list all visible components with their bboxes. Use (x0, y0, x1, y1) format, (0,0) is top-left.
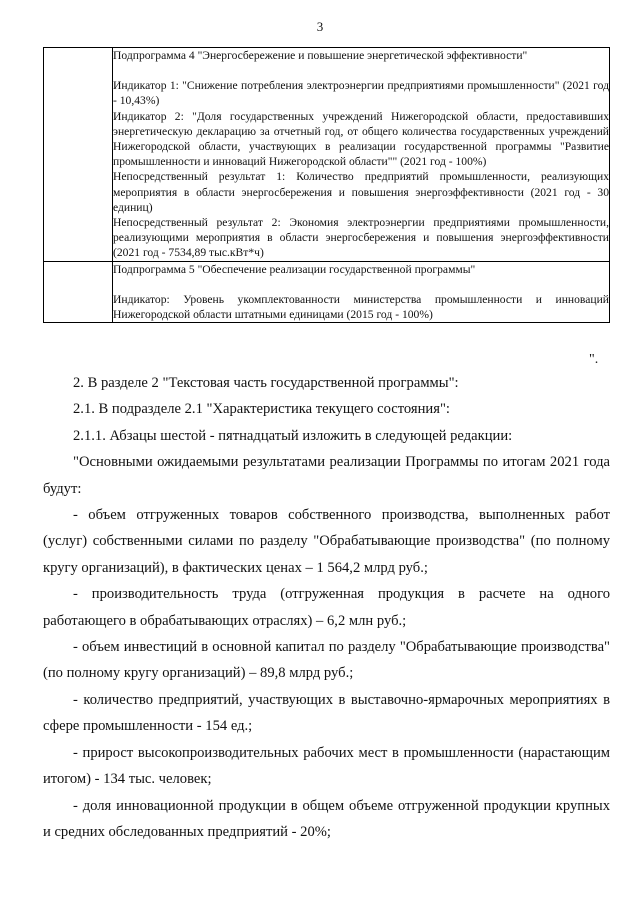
program-table (43, 47, 610, 323)
subprogram-5-title: Подпрограмма 5 "Обеспечение реализации государственной программы" (113, 262, 476, 276)
subprogram-5-cell (113, 261, 610, 323)
list-item: - доля инновационной продукции в общем объеме отгруженной продукции крупных и средних обследованных предприятий - 20%; (43, 797, 610, 840)
subprogram-4-title: Подпрограмма 4 "Энергосбережение и повышение энергетической эффективности" (113, 49, 528, 62)
paragraph-results-intro: "Основными ожидаемыми результатами реализации Программы по итогам 2021 года будут: (43, 454, 610, 497)
list-item: - объем инвестиций в основной капитал по разделу "Обрабатывающие производства" (по полному кругу организаций) – 89,8 млрд руб.; (43, 639, 610, 682)
page-number: 3 (316, 19, 324, 34)
direct-result-1: Непосредственный результат 1: Количество предприятий промышленности, реализующих мероприятия в области энергосбережения и повышения энергоэффективности (2021 год - 30 единиц) (113, 170, 609, 214)
paragraph-2-1-1: 2.1.1. Абзацы шестой - пятнадцатый изложить в следующей редакции: (73, 427, 513, 444)
closing-quote: ". (589, 352, 599, 367)
indicator-2: Индикатор 2: "Доля государственных учреждений Нижегородской области, предоставивших энергетическую декларацию за отчетный год, от общего количества государственных учреждений Нижегородской области, участвующих в реализации государственной программы "Развитие промышленности и инноваций Нижегородской области"" (2021 год - 100%) (113, 109, 609, 169)
list-item: - производительность труда (отгруженная продукция в расчете на одного работающего в обрабатывающих отраслях) – 6,2 млн руб.; (43, 586, 610, 629)
list-item: - прирост высокопроизводительных рабочих мест в промышленности (нарастающим итогом) - 134 тыс. человек; (43, 744, 610, 788)
indicator-1: Индикатор 1: "Снижение потребления электроэнергии предприятиями промышленности" (2021 год - 10,43%) (113, 79, 609, 108)
direct-result-2: Непосредственный результат 2: Экономия электроэнергии предприятиями промышленности, реализующими мероприятия в области энергосбережения и повышения энергоэффективности (2021 год - 7534,89 тыс.кВт*ч) (113, 216, 609, 260)
table-row-subprogram-4 (44, 48, 610, 262)
table-left-cell (44, 261, 113, 323)
paragraph-section-2: 2. В разделе 2 "Текстовая часть государственной программы": (73, 375, 459, 391)
document-body (43, 370, 610, 845)
table-left-cell (44, 48, 113, 262)
paragraph-subsection-2-1: 2.1. В подразделе 2.1 "Характеристика текущего состояния": (73, 401, 450, 418)
list-item: - объем отгруженных товаров собственного производства, выполненных работ (услуг) собственными силами по разделу "Обрабатывающие производства" (по полному кругу организаций), в фактических ценах – 1 564,2 млрд руб.; (43, 507, 610, 576)
list-item: - количество предприятий, участвующих в выставочно-ярмарочных мероприятиях в сфере промышленности - 154 ед.; (43, 691, 610, 735)
table-row-subprogram-5 (44, 261, 610, 323)
staffing-indicator: Индикатор: Уровень укомплектованности министерства промышленности и инноваций Нижегородской области штатными единицами (2015 год - 100%) (113, 292, 609, 322)
subprogram-4-cell (113, 48, 610, 262)
